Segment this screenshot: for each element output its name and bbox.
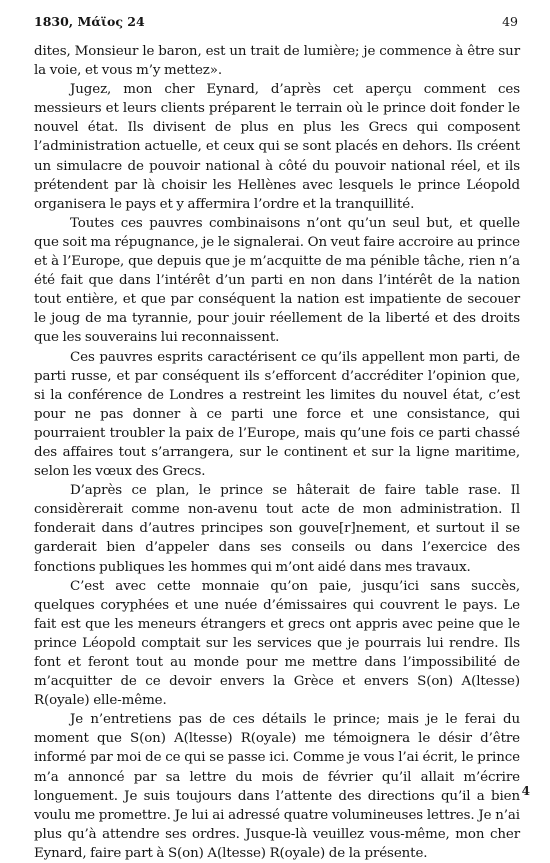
- paragraph: C’est avec cette monnaie qu’on paie, jusqu’ici sans succès, quelques coryphées et une nuée d’émissaires qui couvrent le pays. Le fait est que les meneurs étrangers et grecs ont appris avec peine que le prince Léopold comptait sur les services que je pourrais lui rendre. Ils font et feront tout au monde pour me mettre dans l’impossibilité de m’acquitter de ce devoir envers la Grèce et envers S(on) A(ltesse) R(oyale) elle-même.: [34, 578, 520, 709]
- paragraph: Je n’entretiens pas de ces détails le prince; mais je le ferai du moment que S(on) A(ltesse) R(oyale) me témoignera le désir d’être informé par moi de ce qui se passe ici. Comme je vous l’ai écrit, le prince m’a annoncé par sa lettre du mois de février qu’il allait m’écrire longuement. Je suis toujours dans l’attente des directions qu’il a bien voulu me promettre. Je lui ai adressé quatre volumineuses lettres. Je n’ai plus qu’à attendre ses ordres. Jusque-là veuillez vous-même, mon cher Eynard, faire part à S(on) A(ltesse) R(oyale) de la présente.: [34, 712, 520, 861]
- paragraph-continued: dites, Monsieur le baron, est un trait de lumière; je commence à être sur la voie, et vous m’y mettez».: [34, 44, 520, 79]
- paragraph: Jugez, mon cher Eynard, d’après cet aperçu comment ces messieurs et leurs clients préparent le terrain où le prince doit fonder le nouvel état. Ils divisent de plus en plus les Grecs qui composent l’administration actuelle, et ceux qui se sont placés en dehors. Ils créent un simulacre de pouvoir national à côté du pouvoir national réel, et ils prétendent par là choisir les Hellènes avec lesquels le prince Léopold organisera le pays et y affermira l’ordre et la tranquillité.: [34, 82, 520, 212]
- paragraph: D’après ce plan, le prince se hâterait de faire table rase. Il considèrerait comme non-avenu tout acte de mon administration. Il fonderait dans d’autres principes son gouve[r]nement, et surtout il se garderait bien d’appeler dans ses conseils ou dans l’exercice des fonctions publiques les hommes qui m’ont aidé dans mes travaux.: [34, 483, 520, 575]
- running-header: [34, 14, 520, 36]
- header-date: 1830, Μάϊος 24: [34, 14, 145, 29]
- page-number: 49: [502, 14, 518, 29]
- paragraph: Ces pauvres esprits caractérisent ce qu’ils appellent mon parti, de parti russe, et par conséquent ils s’efforcent d’accréditer l’opinion que, si la conférence de Londres a restreint les limites du nouvel état, c’est pour ne pas donner à ce parti une force et une consistance, qui pourraient troubler la paix de l’Europe, mais qu’une fois ce parti chassé des affaires tout s’arrangera, sur le continent et sur la ligne maritime, selon les vœux des Grecs.: [34, 349, 520, 480]
- signature-mark: 4: [521, 784, 530, 798]
- paragraph: Toutes ces pauvres combinaisons n’ont qu’un seul but, et quelle que soit ma répugnance, je le signalerai. On veut faire accroire au prince et à l’Europe, que depuis que je m’acquitte de ma pénible tâche, rien n’a été fait que dans l’intérêt d’un parti en non dans l’intérêt de la nation tout entière, et que par conséquent la nation est impatiente de secouer le joug de ma tyrannie, pour jouir réellement de la liberté et des droits que les souverains lui reconnaissent.: [34, 215, 520, 346]
- letter-body: [34, 42, 520, 863]
